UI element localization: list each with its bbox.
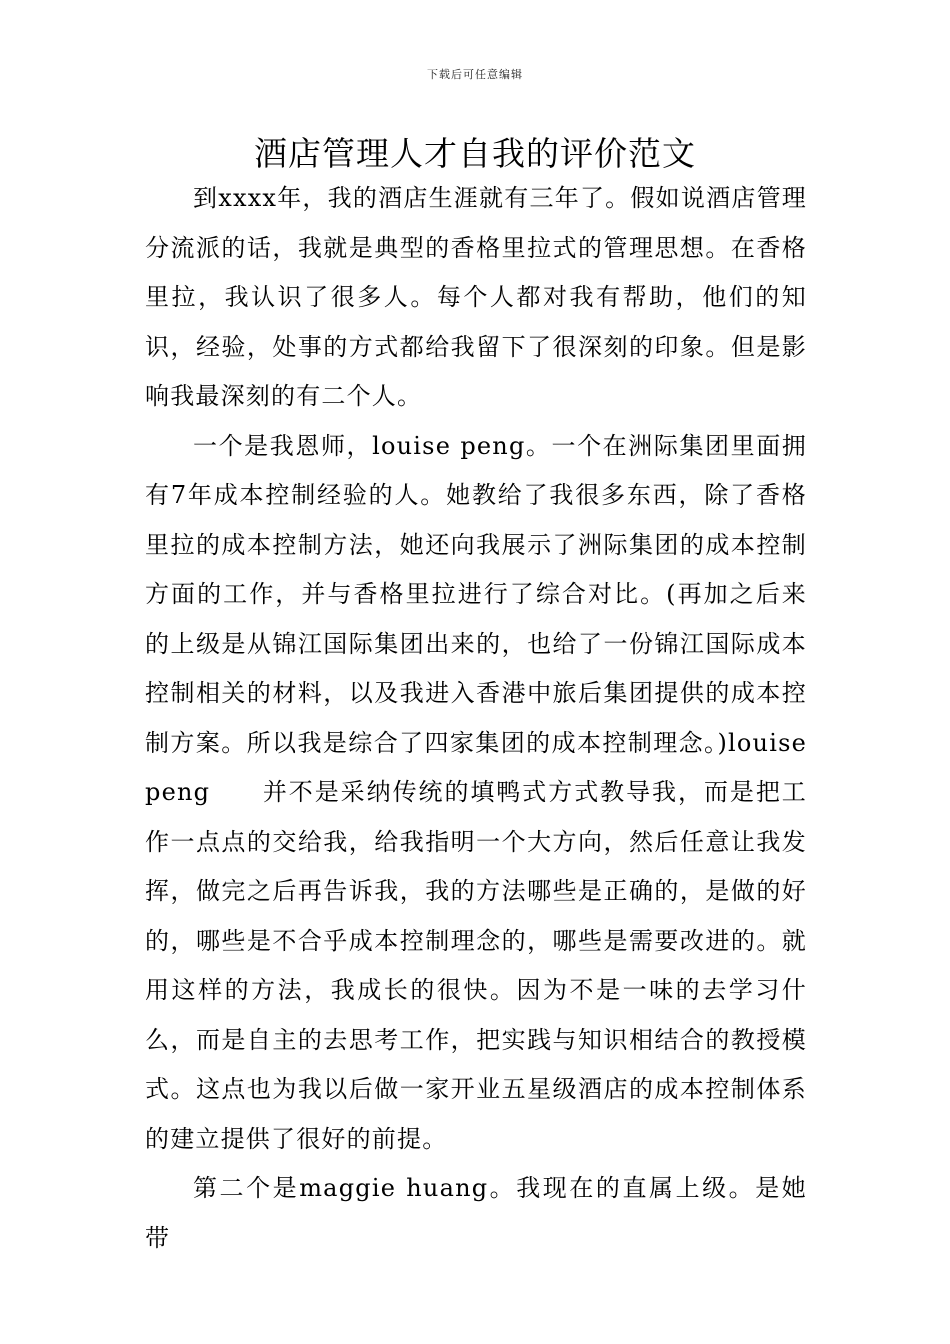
paragraph-3: 第二个是maggie huang。我现在的直属上级。是她带	[145, 1174, 807, 1252]
paragraph-2: 一个是我恩师，louise peng。一个在洲际集团里面拥有7年成本控制经验的人。她教给了我很多东西，除了香格里拉的成本控制方法，她还向我展示了洲际集团的成本控制方面的工作，并与香格里拉进行了综合对比。(再加之后来的上级是从锦江国际集团出来的，也给了一份锦江国际成本控制相关的材料，以及我进入香港中旅后集团提供的成本控制方案。所以我是综合了四家集团的成本控制理念。)louise peng 并不是采纳传统的填鸭式方式教导我，而是把工作一点点的交给我，给我指明一个大方向，然后任意让我发挥，做完之后再告诉我，我的方法哪些是正确的，是做的好的，哪些是不合乎成本控制理念的，哪些是需要改进的。就用这样的方法，我成长的很快。因为不是一味的去学习什么，而是自主的去思考工作，把实践与知识相结合的教授模式。这点也为我以后做一家开业五星级酒店的成本控制体系的建立提供了很好的前提。	[145, 431, 858, 1153]
paragraph-1: 到xxxx年，我的酒店生涯就有三年了。假如说酒店管理分流派的话，我就是典型的香格里拉式的管理思想。在香格里拉，我认识了很多人。每个人都对我有帮助，他们的知识，经验，处事的方式都给我留下了很深刻的印象。但是影响我最深刻的有二个人。	[145, 184, 807, 410]
document-title: 酒店管理人才自我的评价范文	[254, 134, 696, 173]
document-body	[145, 174, 858, 1263]
page-header-note: 下载后可任意编辑	[427, 68, 523, 81]
